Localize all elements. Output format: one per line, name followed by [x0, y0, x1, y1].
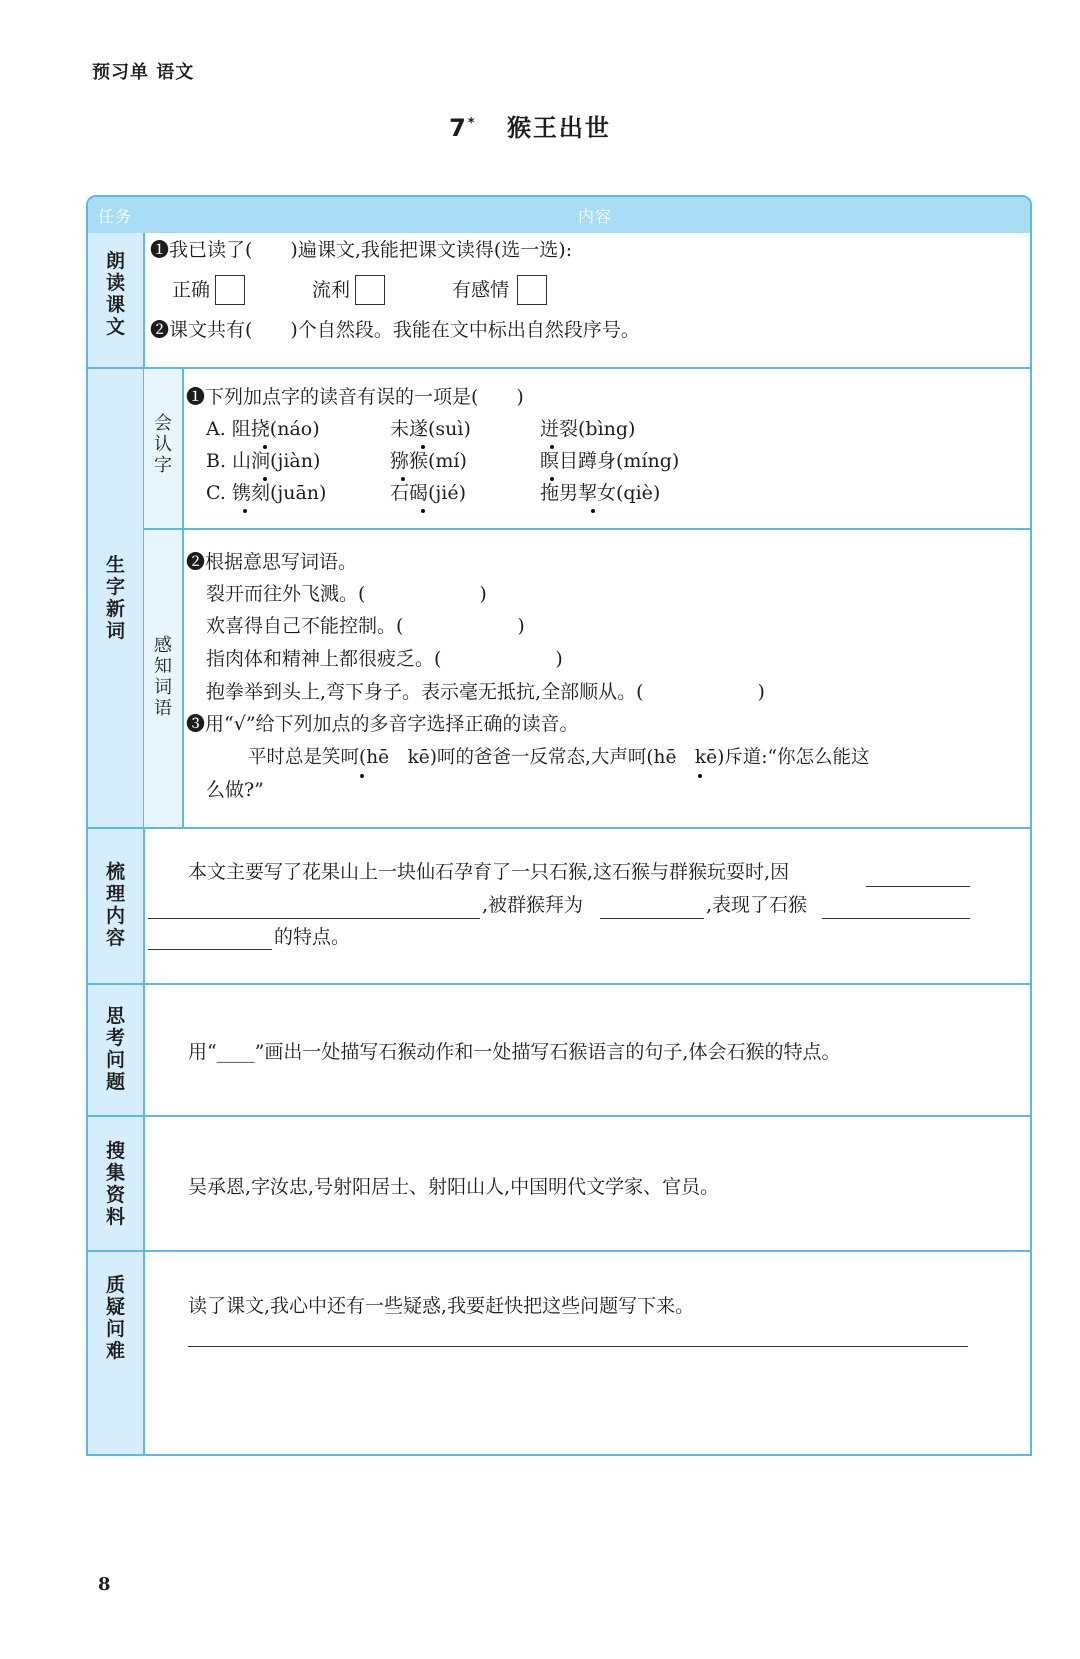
sub-row-divider — [144, 528, 1030, 530]
questions-prompt: 读了课文,我心中还有一些疑惑,我要赶快把这些问题写下来。 — [188, 1295, 695, 1317]
research-text: 吴承恩,字汝忠,号射阳居士、射阳山人,中国明代文学家、官员。 — [188, 1176, 720, 1198]
emphasis-dot — [401, 477, 405, 481]
reading-question-2: ❷课文共有( )个自然段。我能在文中标出自然段序号。 — [150, 319, 640, 341]
row-divider — [88, 983, 1030, 985]
emphasis-dot — [550, 477, 554, 481]
row-divider — [88, 1115, 1030, 1117]
sublabel-perceive: 感 知 词 语 — [154, 635, 172, 719]
summary-line-3: ,表现了石猴 — [706, 894, 808, 916]
option-a-1: A. 阻挠(náo) — [206, 418, 320, 440]
summary-line-2: ,被群猴拜为 — [482, 894, 584, 916]
checkbox-emotional[interactable] — [517, 275, 547, 305]
blank-line[interactable] — [822, 918, 970, 919]
lesson-number: 7* — [449, 114, 477, 142]
blank-line[interactable] — [866, 886, 970, 887]
preview-table — [86, 195, 1032, 1456]
sub-divider — [182, 368, 184, 828]
option-c-1: C. 镌刻(juān) — [206, 482, 327, 504]
thinking-prompt: 用“____”画出一处描写石猴动作和一处描写石猴语言的句子,体会石猴的特点。 — [188, 1041, 841, 1063]
lesson-title — [0, 108, 1080, 143]
word-meaning-1: 裂开而往外飞溅。( ) — [206, 583, 487, 605]
lesson-title-text: 猴王出世 — [506, 114, 611, 142]
word-meaning-2: 欢喜得自己不能控制。( ) — [206, 615, 525, 637]
label-content-summary: 梳 理 内 容 — [105, 861, 125, 949]
label-column — [88, 233, 145, 1454]
label-questions: 质 疑 问 难 — [105, 1274, 125, 1362]
emphasis-dot — [698, 774, 702, 778]
checkbox-fluent[interactable] — [355, 275, 385, 305]
label-research: 搜 集 资 料 — [105, 1140, 125, 1228]
label-thinking: 思 考 问 题 — [105, 1005, 125, 1093]
polyphone-question: ❸用“√”给下列加点的多音字选择正确的读音。 — [186, 713, 579, 735]
emphasis-dot — [360, 774, 364, 778]
header-text: 预习单 语文 — [92, 62, 195, 83]
option-emotional: 有感情 — [452, 279, 510, 301]
emphasis-dot — [591, 509, 595, 513]
checkbox-correct[interactable] — [215, 275, 245, 305]
option-a-2: 未遂(suì) — [390, 418, 471, 440]
row-divider — [88, 367, 1030, 369]
row-divider — [88, 1250, 1030, 1252]
emphasis-dot — [263, 477, 267, 481]
reading-question-1: ❶我已读了( )遍课文,我能把课文读得(选一选): — [150, 239, 573, 261]
option-b-1: B. 山涧(jiàn) — [206, 450, 321, 472]
row-divider — [88, 827, 1030, 829]
label-reading: 朗 读 课 文 — [105, 250, 125, 338]
emphasis-dot — [263, 445, 267, 449]
blank-line[interactable] — [600, 918, 704, 919]
polyphone-sentence-1: 平时总是笑呵(hē kē)呵的爸爸一反常态,大声呵(hē kē)斥道:“你怎么能这 — [248, 747, 870, 768]
option-a-3: 迸裂(bìng) — [540, 418, 636, 440]
pronunciation-question: ❶下列加点字的读音有误的一项是( ) — [186, 386, 524, 408]
header-content: 内容 — [578, 207, 613, 226]
label-new-words: 生 字 新 词 — [105, 554, 125, 642]
summary-line-1: 本文主要写了花果山上一块仙石孕育了一只石猴,这石猴与群猴玩耍时,因 — [188, 861, 790, 883]
header-task: 任务 — [98, 207, 133, 226]
blank-line[interactable] — [148, 918, 480, 919]
option-c-3: 拖男挈女(qiè) — [540, 482, 661, 504]
words-question: ❷根据意思写词语。 — [186, 551, 358, 573]
polyphone-sentence-2: 么做?” — [206, 779, 264, 801]
blank-line[interactable] — [148, 949, 272, 950]
option-correct: 正确 — [172, 279, 211, 301]
summary-line-4: 的特点。 — [274, 926, 351, 948]
sublabel-recognize: 会 认 字 — [154, 413, 172, 476]
word-meaning-3: 指肉体和精神上都很疲乏。( ) — [206, 648, 563, 670]
emphasis-dot — [421, 445, 425, 449]
table-header — [88, 197, 1030, 233]
page-number: 8 — [98, 1574, 111, 1595]
answer-line[interactable] — [188, 1346, 968, 1347]
emphasis-dot — [550, 445, 554, 449]
option-fluent: 流利 — [312, 279, 351, 301]
emphasis-dot — [421, 509, 425, 513]
option-c-2: 石碣(jié) — [390, 482, 467, 504]
option-b-2: 猕猴(mí) — [390, 450, 467, 472]
option-b-3: 瞑目蹲身(míng) — [540, 450, 680, 472]
word-meaning-4: 抱拳举到头上,弯下身子。表示毫无抵抗,全部顺从。( ) — [206, 681, 765, 703]
emphasis-dot — [243, 509, 247, 513]
